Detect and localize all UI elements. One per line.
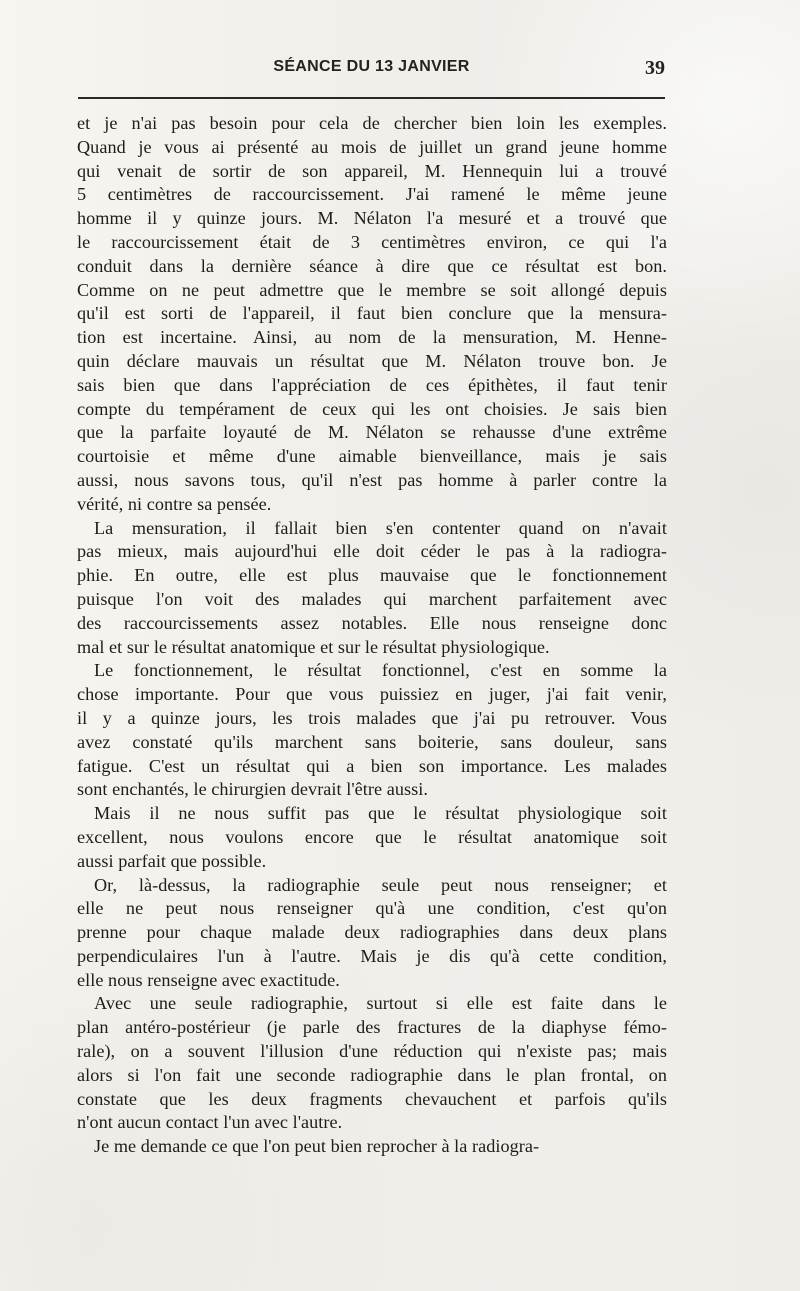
header-rule [78,97,665,99]
text-line-14: que la parfaite loyauté de M. Nélaton se rehausse d'une extrême [77,422,667,443]
text-line-2: Quand je vous ai présenté au mois de juillet un grand jeune homme [77,136,667,157]
text-line-24: Le fonctionnement, le résultat fonctionnel, c'est en somme la [94,660,667,681]
text-line-5: homme il y quinze jours. M. Nélaton l'a mesuré et a trouvé que [77,208,667,229]
page-header [78,58,665,86]
text-line-9: qu'il est sorti de l'appareil, il faut bien conclure que la mensura- [77,303,667,324]
text-line-6: le raccourcissement était de 3 centimètres environ, ce qui l'a [77,231,667,252]
text-line-31: excellent, nous voulons encore que le résultat anatomique soit [77,826,667,847]
text-line-22: des raccourcissements assez notables. Elle nous renseigne donc [77,612,667,633]
text-line-41: alors si l'on fait une seconde radiographie dans le plan frontal, on [77,1064,667,1085]
text-line-34: elle ne peut nous renseigner qu'à une condition, c'est qu'on [77,898,667,919]
text-line-16: aussi, nous savons tous, qu'il n'est pas homme à parler contre la [77,469,667,490]
text-line-4: 5 centimètres de raccourcissement. J'ai ramené le même jeune [77,184,667,205]
text-line-36: perpendiculaires l'un à l'autre. Mais je dis qu'à cette condition, [77,945,667,966]
text-line-17: vérité, ni contre sa pensée. [77,493,272,514]
text-line-27: avez constaté qu'ils marchent sans boiterie, sans douleur, sans [77,731,667,752]
page-number: 39 [645,57,665,79]
text-line-21: puisque l'on voit des malades qui marchent parfaitement avec [77,588,667,609]
text-line-32: aussi parfait que possible. [77,850,267,871]
text-line-3: qui venait de sortir de son appareil, M. Hennequin lui a trouvé [77,160,667,181]
text-line-20: phie. En outre, elle est plus mauvaise que le fonctionnement [77,565,667,586]
text-line-1: et je n'ai pas besoin pour cela de chercher bien loin les exemples. [77,113,667,133]
text-line-19: pas mieux, mais aujourd'hui elle doit céder le pas à la radiogra- [77,541,667,562]
text-line-28: fatigue. C'est un résultat qui a bien son importance. Les malades [77,755,667,776]
text-line-8: Comme on ne peut admettre que le membre se soit allongé depuis [77,279,667,300]
text-line-43: n'ont aucun contact l'un avec l'autre. [77,1112,343,1133]
text-line-40: rale), on a souvent l'illusion d'une réduction qui n'existe pas; mais [77,1041,667,1062]
text-line-18: La mensuration, il fallait bien s'en contenter quand on n'avait [94,517,667,538]
text-line-44: Je me demande ce que l'on peut bien reprocher à la radiogra- [94,1136,540,1157]
text-line-35: prenne pour chaque malade deux radiographies dans deux plans [77,922,667,943]
text-line-10: tion est incertaine. Ainsi, au nom de la mensuration, M. Henne- [77,327,667,348]
text-line-23: mal et sur le résultat anatomique et sur le résultat physiologique. [77,636,550,657]
text-line-12: sais bien que dans l'appréciation de ces épithètes, il faut tenir [77,374,667,395]
text-line-11: quin déclare mauvais un résultat que M. Nélaton trouve bon. Je [77,350,667,371]
text-line-26: il y a quinze jours, les trois malades que j'ai pu retrouver. Vous [77,707,667,728]
text-line-42: constate que les deux fragments chevauchent et parfois qu'ils [77,1088,667,1109]
text-line-37: elle nous renseigne avec exactitude. [77,969,340,990]
body-text [77,112,667,1159]
text-line-25: chose importante. Pour que vous puissiez en juger, j'ai fait venir, [77,684,667,705]
text-line-29: sont enchantés, le chirurgien devrait l'être aussi. [77,779,428,800]
running-head: SÉANCE DU 13 JANVIER [273,58,470,75]
text-line-30: Mais il ne nous suffit pas que le résultat physiologique soit [94,803,667,824]
text-line-15: courtoisie et même d'une aimable bienveillance, mais je sais [77,446,667,467]
text-line-38: Avec une seule radiographie, surtout si elle est faite dans le [94,993,667,1014]
text-line-7: conduit dans la dernière séance à dire que ce résultat est bon. [77,255,667,276]
text-line-39: plan antéro-postérieur (je parle des fractures de la diaphyse fémo- [77,1017,667,1038]
text-line-33: Or, là-dessus, la radiographie seule peut nous renseigner; et [94,874,667,895]
text-line-13: compte du tempérament de ceux qui les ont choisies. Je sais bien [77,398,667,419]
